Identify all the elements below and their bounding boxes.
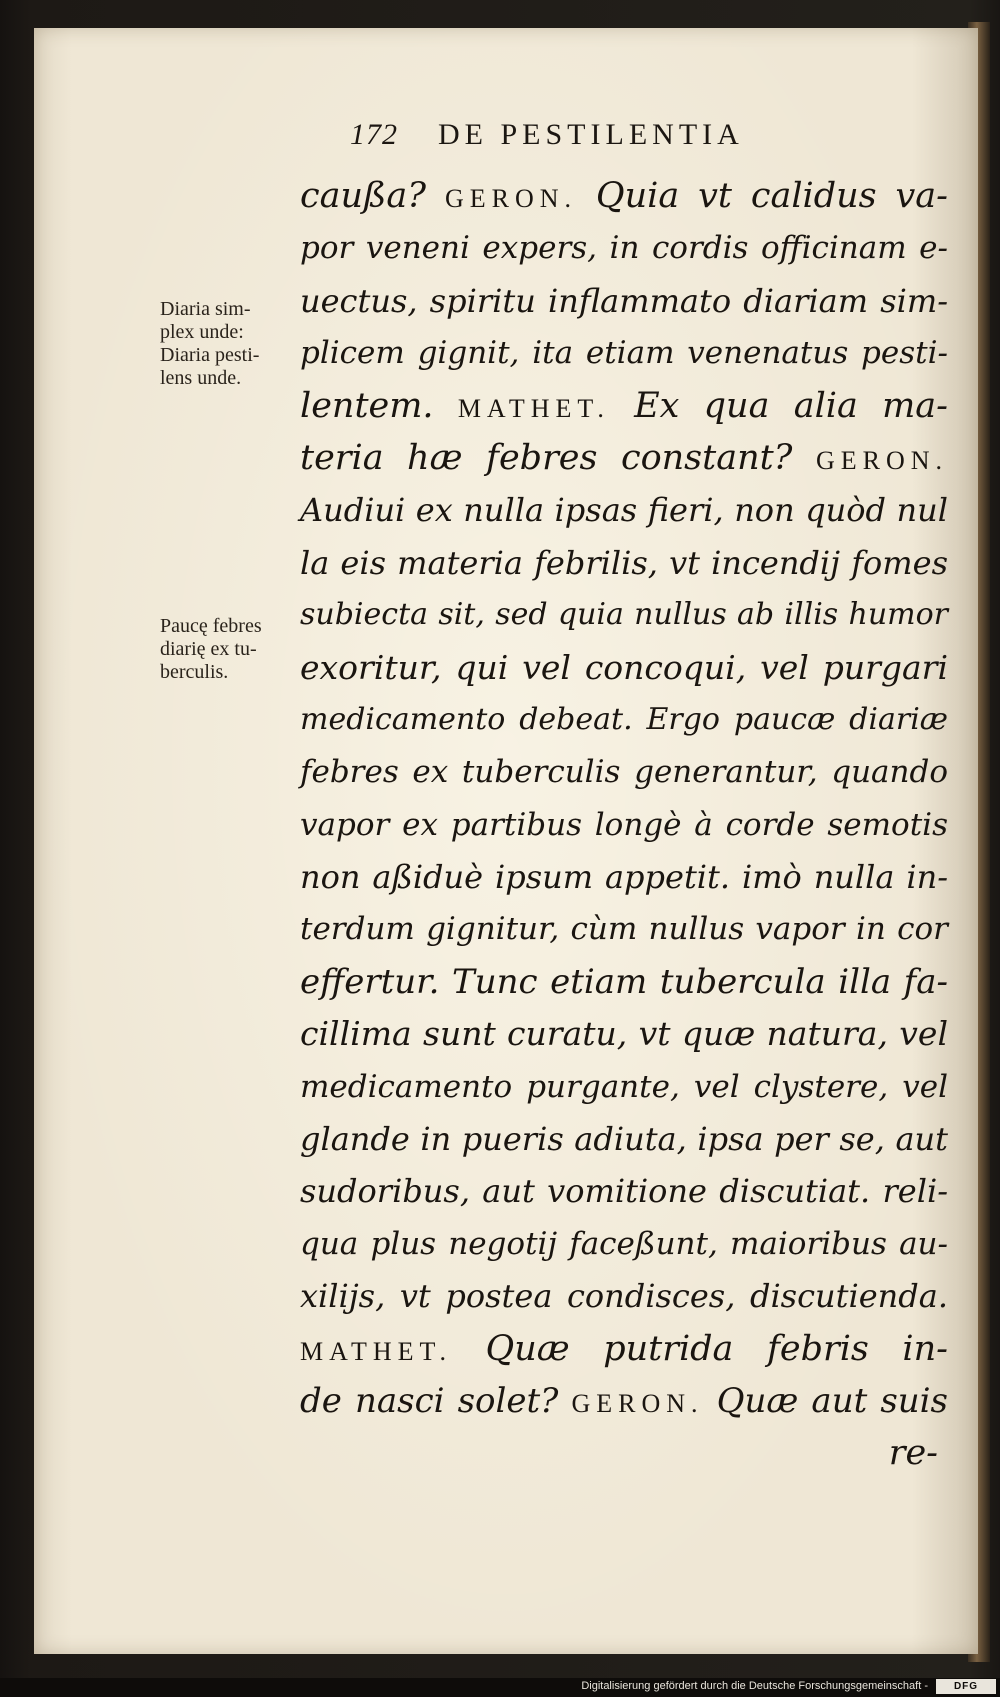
marginal-note-line: Diaria pesti- xyxy=(160,344,260,366)
marginal-note-line: diarię ex tu- xyxy=(160,638,257,660)
text-segment: glande in pueris adiuta, ipsa per se, aut xyxy=(300,1120,948,1159)
text-segment: la eis materia febrilis, vt incendij fomes xyxy=(300,543,948,582)
speaker-name: GERON. xyxy=(815,445,948,475)
marginal-note-line: plex unde: xyxy=(160,321,244,343)
text-segment: re- xyxy=(888,1433,938,1474)
speaker-name: GERON. xyxy=(571,1388,704,1418)
text-line xyxy=(300,432,948,484)
text-segment: febres ex tuberculis generantur, quando xyxy=(300,754,948,791)
text-segment: Ex qua alia ma- xyxy=(609,385,948,426)
text-segment: por veneni expers, in cordis officinam e- xyxy=(300,230,948,267)
text-line xyxy=(300,1323,948,1375)
text-line xyxy=(300,484,948,536)
marginal-note-1 xyxy=(160,298,295,390)
marginal-note-line: Diaria sim- xyxy=(160,298,251,320)
text-line xyxy=(300,851,948,903)
text-segment: uectus, spiritu inflammato diariam sim- xyxy=(300,281,948,320)
text-line xyxy=(300,1427,948,1479)
text-segment: cillima sunt curatu, vt quæ natura, vel xyxy=(300,1014,948,1054)
text-segment: non aßiduè ipsum appetit. imò nulla in- xyxy=(300,858,948,897)
speaker-name: GERON. xyxy=(444,184,577,213)
dfg-logo: DFG xyxy=(936,1679,996,1694)
marginal-note-line: berculis. xyxy=(160,661,229,683)
running-head xyxy=(350,118,744,152)
text-segment: xilijs, vt postea condisces, discutienda. xyxy=(300,1277,948,1316)
text-line xyxy=(300,746,948,798)
text-line xyxy=(300,1218,948,1270)
text-segment: terdum gignitur, cùm nullus vapor in cor xyxy=(300,911,948,948)
marginal-note-2 xyxy=(160,615,295,684)
running-title: DE PESTILENTIA xyxy=(438,118,744,151)
text-line xyxy=(300,799,948,851)
text-segment: vapor ex partibus longè à corde semotis xyxy=(300,806,948,843)
text-segment: medicamento purgante, vel clystere, vel xyxy=(300,1068,948,1105)
text-segment: plicem gignit, ita etiam venenatus pesti- xyxy=(300,335,948,372)
text-segment: de nasci solet? xyxy=(300,1380,572,1421)
text-line xyxy=(300,903,948,955)
page-number: 172 xyxy=(350,118,398,151)
text-line xyxy=(300,589,948,641)
body-text xyxy=(300,170,948,1480)
text-line xyxy=(300,537,948,589)
marginal-note-line: Paucę febres xyxy=(160,615,262,637)
digitization-credit: Digitalisierung gefördert durch die Deutsche Forschungsgemeinschaft - xyxy=(581,1680,928,1692)
text-segment: qua plus negotij faceßunt, maioribus au- xyxy=(300,1225,948,1262)
speaker-name: MATHET. xyxy=(457,393,610,423)
text-segment: sudoribus, aut vomitione discutiat. reli- xyxy=(300,1172,948,1211)
speaker-name: MATHET. xyxy=(300,1336,453,1366)
text-segment: exoritur, qui vel concoqui, vel purgari xyxy=(300,647,948,687)
text-line xyxy=(300,170,948,222)
text-line xyxy=(300,1113,948,1165)
text-segment: Quæ putrida febris in- xyxy=(452,1328,948,1369)
text-segment: Quæ aut suis xyxy=(703,1380,948,1421)
text-line xyxy=(300,327,948,379)
text-line xyxy=(300,275,948,327)
text-line xyxy=(300,694,948,746)
text-line xyxy=(300,1061,948,1113)
text-segment: caußa? xyxy=(300,176,445,216)
text-segment: effertur. Tunc etiam tubercula illa fa- xyxy=(300,961,948,1002)
text-line xyxy=(300,1270,948,1322)
text-segment: lentem. xyxy=(300,385,458,426)
text-segment: Quia vt calidus va- xyxy=(577,176,948,216)
text-line xyxy=(300,642,948,694)
text-line xyxy=(300,380,948,432)
text-line xyxy=(300,1008,948,1060)
text-line xyxy=(300,222,948,274)
text-line xyxy=(300,956,948,1008)
text-segment: medicamento debeat. Ergo paucæ diariæ xyxy=(300,701,948,737)
marginal-note-line: lens unde. xyxy=(160,367,242,389)
text-line xyxy=(300,1375,948,1427)
text-segment: teria hæ febres constant? xyxy=(300,437,816,478)
text-line xyxy=(300,1165,948,1217)
text-segment: subiecta sit, sed quia nullus ab illis humor xyxy=(300,597,948,633)
text-segment: Audiui ex nulla ipsas fieri, non quòd nul xyxy=(300,491,948,530)
